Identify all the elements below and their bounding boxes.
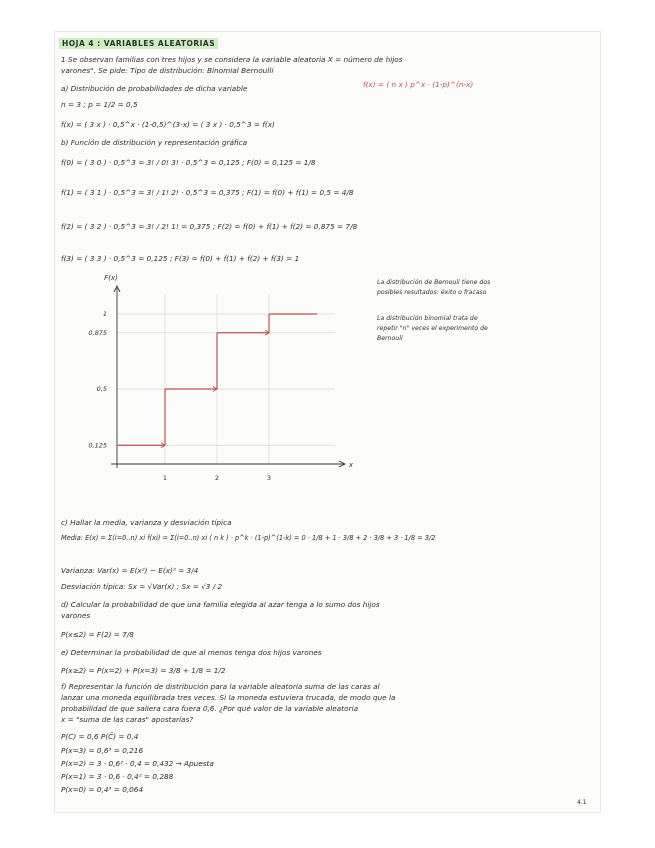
chart-axes bbox=[111, 286, 345, 468]
chart-grid bbox=[117, 294, 335, 464]
x-tick-label: 3 bbox=[266, 474, 272, 482]
section-f-title-line3: probabilidad de que saliera cara fuera 0,6. ¿Por qué valor de la variable aleatoria bbox=[61, 704, 359, 713]
note-binomial-line2: repetir "n" veces el experimento de bbox=[377, 325, 488, 332]
note-bernouli-line2: posibles resultados: éxito o fracaso bbox=[377, 289, 487, 296]
section-e-title: e) Determinar la probabilidad de que al menos tenga dos hijos varones bbox=[61, 648, 322, 657]
section-f-p1: P(x=1) = 3 · 0,6 · 0,4² = 0,288 bbox=[61, 772, 174, 781]
section-a-title: a) Distribución de probabilidades de dicha variable bbox=[61, 84, 248, 93]
section-f-p0: P(x=0) = 0,4³ = 0,064 bbox=[61, 785, 144, 794]
chart-labels bbox=[88, 274, 354, 482]
section-c-desviacion: Desviación típica: Sx = √Var(x) ; Sx = √3 / 2 bbox=[61, 582, 223, 591]
section-c-title: c) Hallar la media, varianza y desviación típica bbox=[61, 518, 232, 527]
section-a-params: n = 3 ; p = 1/2 = 0,5 bbox=[61, 100, 138, 109]
section-f-p2: P(x=2) = 3 · 0,6² · 0,4 = 0,432 → Apuesta bbox=[61, 759, 214, 768]
note-bernouli-line1: La distribución de Bernouli tiene dos bbox=[377, 279, 491, 286]
section-d-title-line2: varones bbox=[61, 611, 91, 620]
section-c-varianza: Varianza: Var(x) = E(x²) − E(x)² = 3/4 bbox=[61, 566, 199, 575]
note-binomial-line3: Bernouli bbox=[377, 335, 403, 342]
sheet-header: HOJA 4 : VARIABLES ALEATORIAS bbox=[59, 38, 218, 49]
section-a-fx: f(x) = ( 3 x ) · 0,5^x · (1-0,5)^(3-x) = ( 3 x ) · 0,5^3 = f(x) bbox=[61, 120, 275, 129]
section-b-title: b) Función de distribución y representación gráfica bbox=[61, 138, 248, 147]
y-tick-label: 0,5 bbox=[96, 385, 107, 393]
page-number: 4.1 bbox=[577, 799, 587, 806]
x-tick-label: 2 bbox=[214, 474, 220, 482]
section-e-result: P(x≥2) = P(x=2) + P(x=3) = 3/8 + 1/8 = 1/2 bbox=[61, 666, 226, 675]
section-c-media: Media: E(x) = Σ(i=0..n) xi f(xi) = Σ(i=0..n) xi ( n k ) · p^k · (1-p)^(1-k) = 0 · 1/8 + 1 · 3/8 + 2 · 3/8 + 3 · 1/8 = 3/2 bbox=[61, 534, 436, 542]
x-axis-label: x bbox=[348, 461, 354, 469]
note-binomial-line1: La distribución binomial trata de bbox=[377, 315, 478, 322]
x-tick-label: 1 bbox=[162, 474, 168, 482]
section-f-pc: P(C) = 0,6 P(C̄) = 0,4 bbox=[61, 732, 139, 741]
section-f-p3: P(x=3) = 0,6³ = 0,216 bbox=[61, 746, 144, 755]
y-tick-label: 0,125 bbox=[88, 441, 107, 450]
notebook-page bbox=[55, 32, 600, 812]
y-tick-label: 1 bbox=[102, 310, 107, 318]
section-f-title-line2: lanzar una moneda equilibrada tres veces. Si la moneda estuviera trucada, de modo que la bbox=[61, 693, 396, 702]
section-d-result: P(x≤2) = F(2) = 7/8 bbox=[61, 630, 134, 639]
binomial-formula: f(x) = ( n x ) p^x · (1-p)^(n-x) bbox=[363, 80, 474, 89]
section-b-f2: f(2) = ( 3 2 ) · 0,5^3 = 3! / 2! 1! = 0,375 ; F(2) = f(0) + f(1) + f(2) = 0,875 = 7/8 bbox=[61, 222, 358, 231]
section-f-title-line4: x = "suma de las caras" apostarías? bbox=[61, 715, 194, 724]
section-b-f3: f(3) = ( 3 3 ) · 0,5^3 = 0,125 ; F(3) = f(0) + f(1) + f(2) + f(3) = 1 bbox=[61, 254, 300, 263]
section-d-title-line1: d) Calcular la probabilidad de que una familia elegida al azar tenga a lo sumo dos hijos bbox=[61, 600, 380, 609]
problem-statement-line2: varones". Se pide: Tipo de distribución: Binomial Bernoulli bbox=[61, 66, 274, 75]
section-b-f1: f(1) = ( 3 1 ) · 0,5^3 = 3! / 1! 2! · 0,5^3 = 0,375 ; F(1) = f(0) + f(1) = 0,5 = 4/8 bbox=[61, 188, 354, 197]
y-tick-label: 0,875 bbox=[88, 328, 107, 337]
distribution-chart bbox=[55, 274, 355, 494]
problem-statement-line1: 1 Se observan familias con tres hijos y se considera la variable aleatoria X = número de hijos bbox=[61, 55, 403, 64]
section-f-title-line1: f) Representar la función de distribución para la variable aleatoria suma de las caras al bbox=[61, 682, 380, 691]
section-b-f0: f(0) = ( 3 0 ) · 0,5^3 = 3! / 0! 3! · 0,5^3 = 0,125 ; F(0) = 0,125 = 1/8 bbox=[61, 158, 316, 167]
y-axis-label: F(x) bbox=[104, 274, 118, 282]
